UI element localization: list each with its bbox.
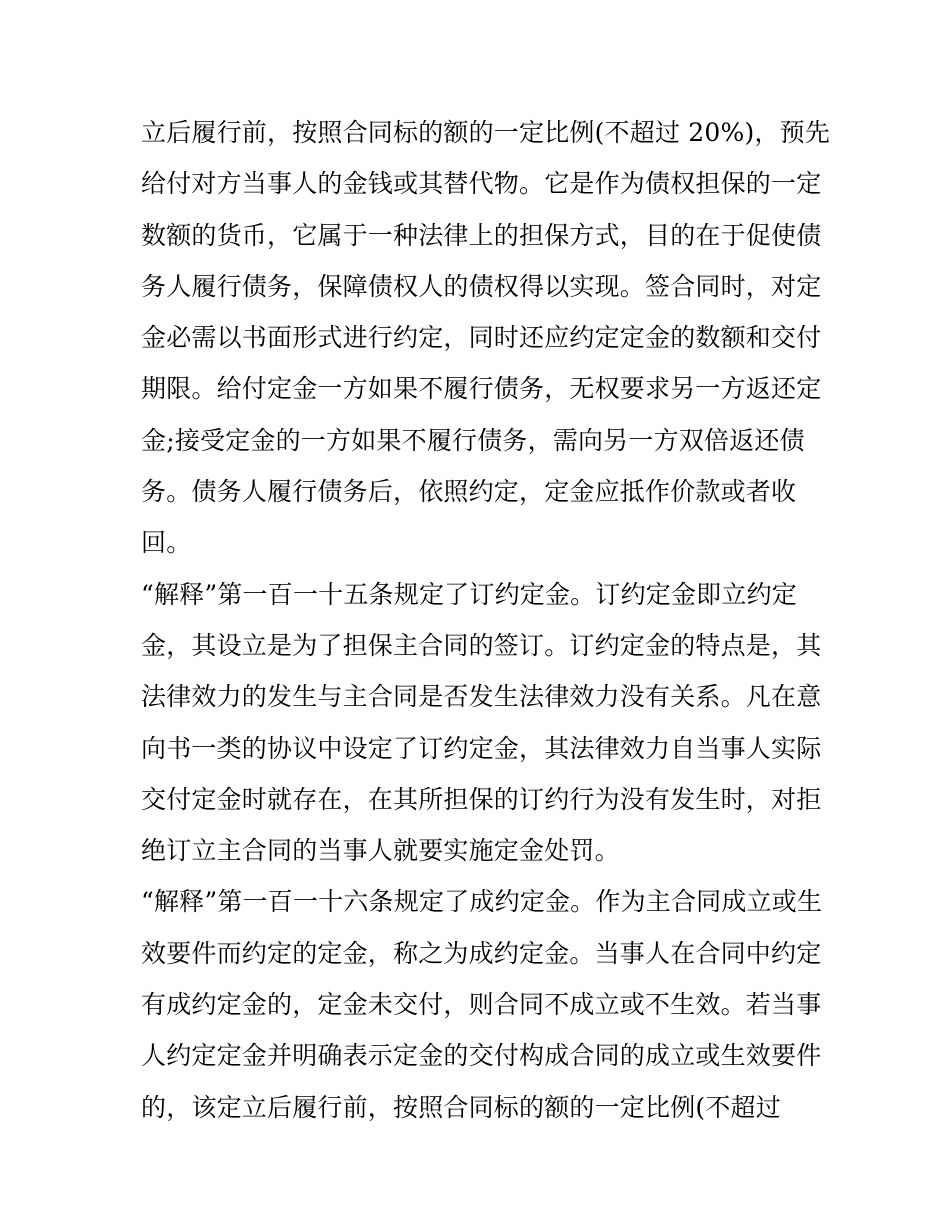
text-line: 回。 xyxy=(141,528,192,558)
text-line: 立后履行前，按照合同标的额的一定比例(不超过 20%)，预先 xyxy=(141,118,831,147)
text-line: 交付定金时就存在，在其所担保的订约行为没有发生时，对拒 xyxy=(141,784,822,814)
text-line: 金;接受定金的一方如果不履行债务，需向另一方双倍返还债 xyxy=(141,425,805,455)
text-line: “解释”第一百一十五条规定了订约定金。订约定金即立约定 xyxy=(141,579,797,609)
text-line: “解释”第一百一十六条规定了成约定金。作为主合同成立或生 xyxy=(141,887,823,917)
text-line: 向书一类的协议中设定了订约定金，其法律效力自当事人实际 xyxy=(141,733,822,763)
text-line: 效要件而约定的定金，称之为成约定金。当事人在合同中约定 xyxy=(141,938,822,968)
text-line: 务人履行债务，保障债权人的债权得以实现。签合同时，对定 xyxy=(141,271,822,301)
text-line: 金，其设立是为了担保主合同的签订。订约定金的特点是，其 xyxy=(141,630,822,660)
document-body xyxy=(141,107,831,1133)
text-line: 人约定定金并明确表示定金的交付构成合同的成立或生效要件 xyxy=(141,1041,822,1071)
text-line: 务。债务人履行债务后，依照约定，定金应抵作价款或者收 xyxy=(141,477,797,507)
text-line: 期限。给付定金一方如果不履行债务，无权要求另一方返还定 xyxy=(141,374,822,404)
text-line: 有成约定金的，定金未交付，则合同不成立或不生效。若当事 xyxy=(141,990,822,1020)
text-line: 给付对方当事人的金钱或其替代物。它是作为债权担保的一定 xyxy=(141,169,822,199)
text-line: 的，该定立后履行前，按照合同标的额的一定比例(不超过 xyxy=(141,1092,781,1122)
text-line: 绝订立主合同的当事人就要实施定金处罚。 xyxy=(141,836,620,866)
text-line: 法律效力的发生与主合同是否发生法律效力没有关系。凡在意 xyxy=(141,682,822,712)
text-line: 金必需以书面形式进行约定，同时还应约定定金的数额和交付 xyxy=(141,323,822,353)
text-line: 数额的货币，它属于一种法律上的担保方式，目的在于促使债 xyxy=(141,220,822,250)
